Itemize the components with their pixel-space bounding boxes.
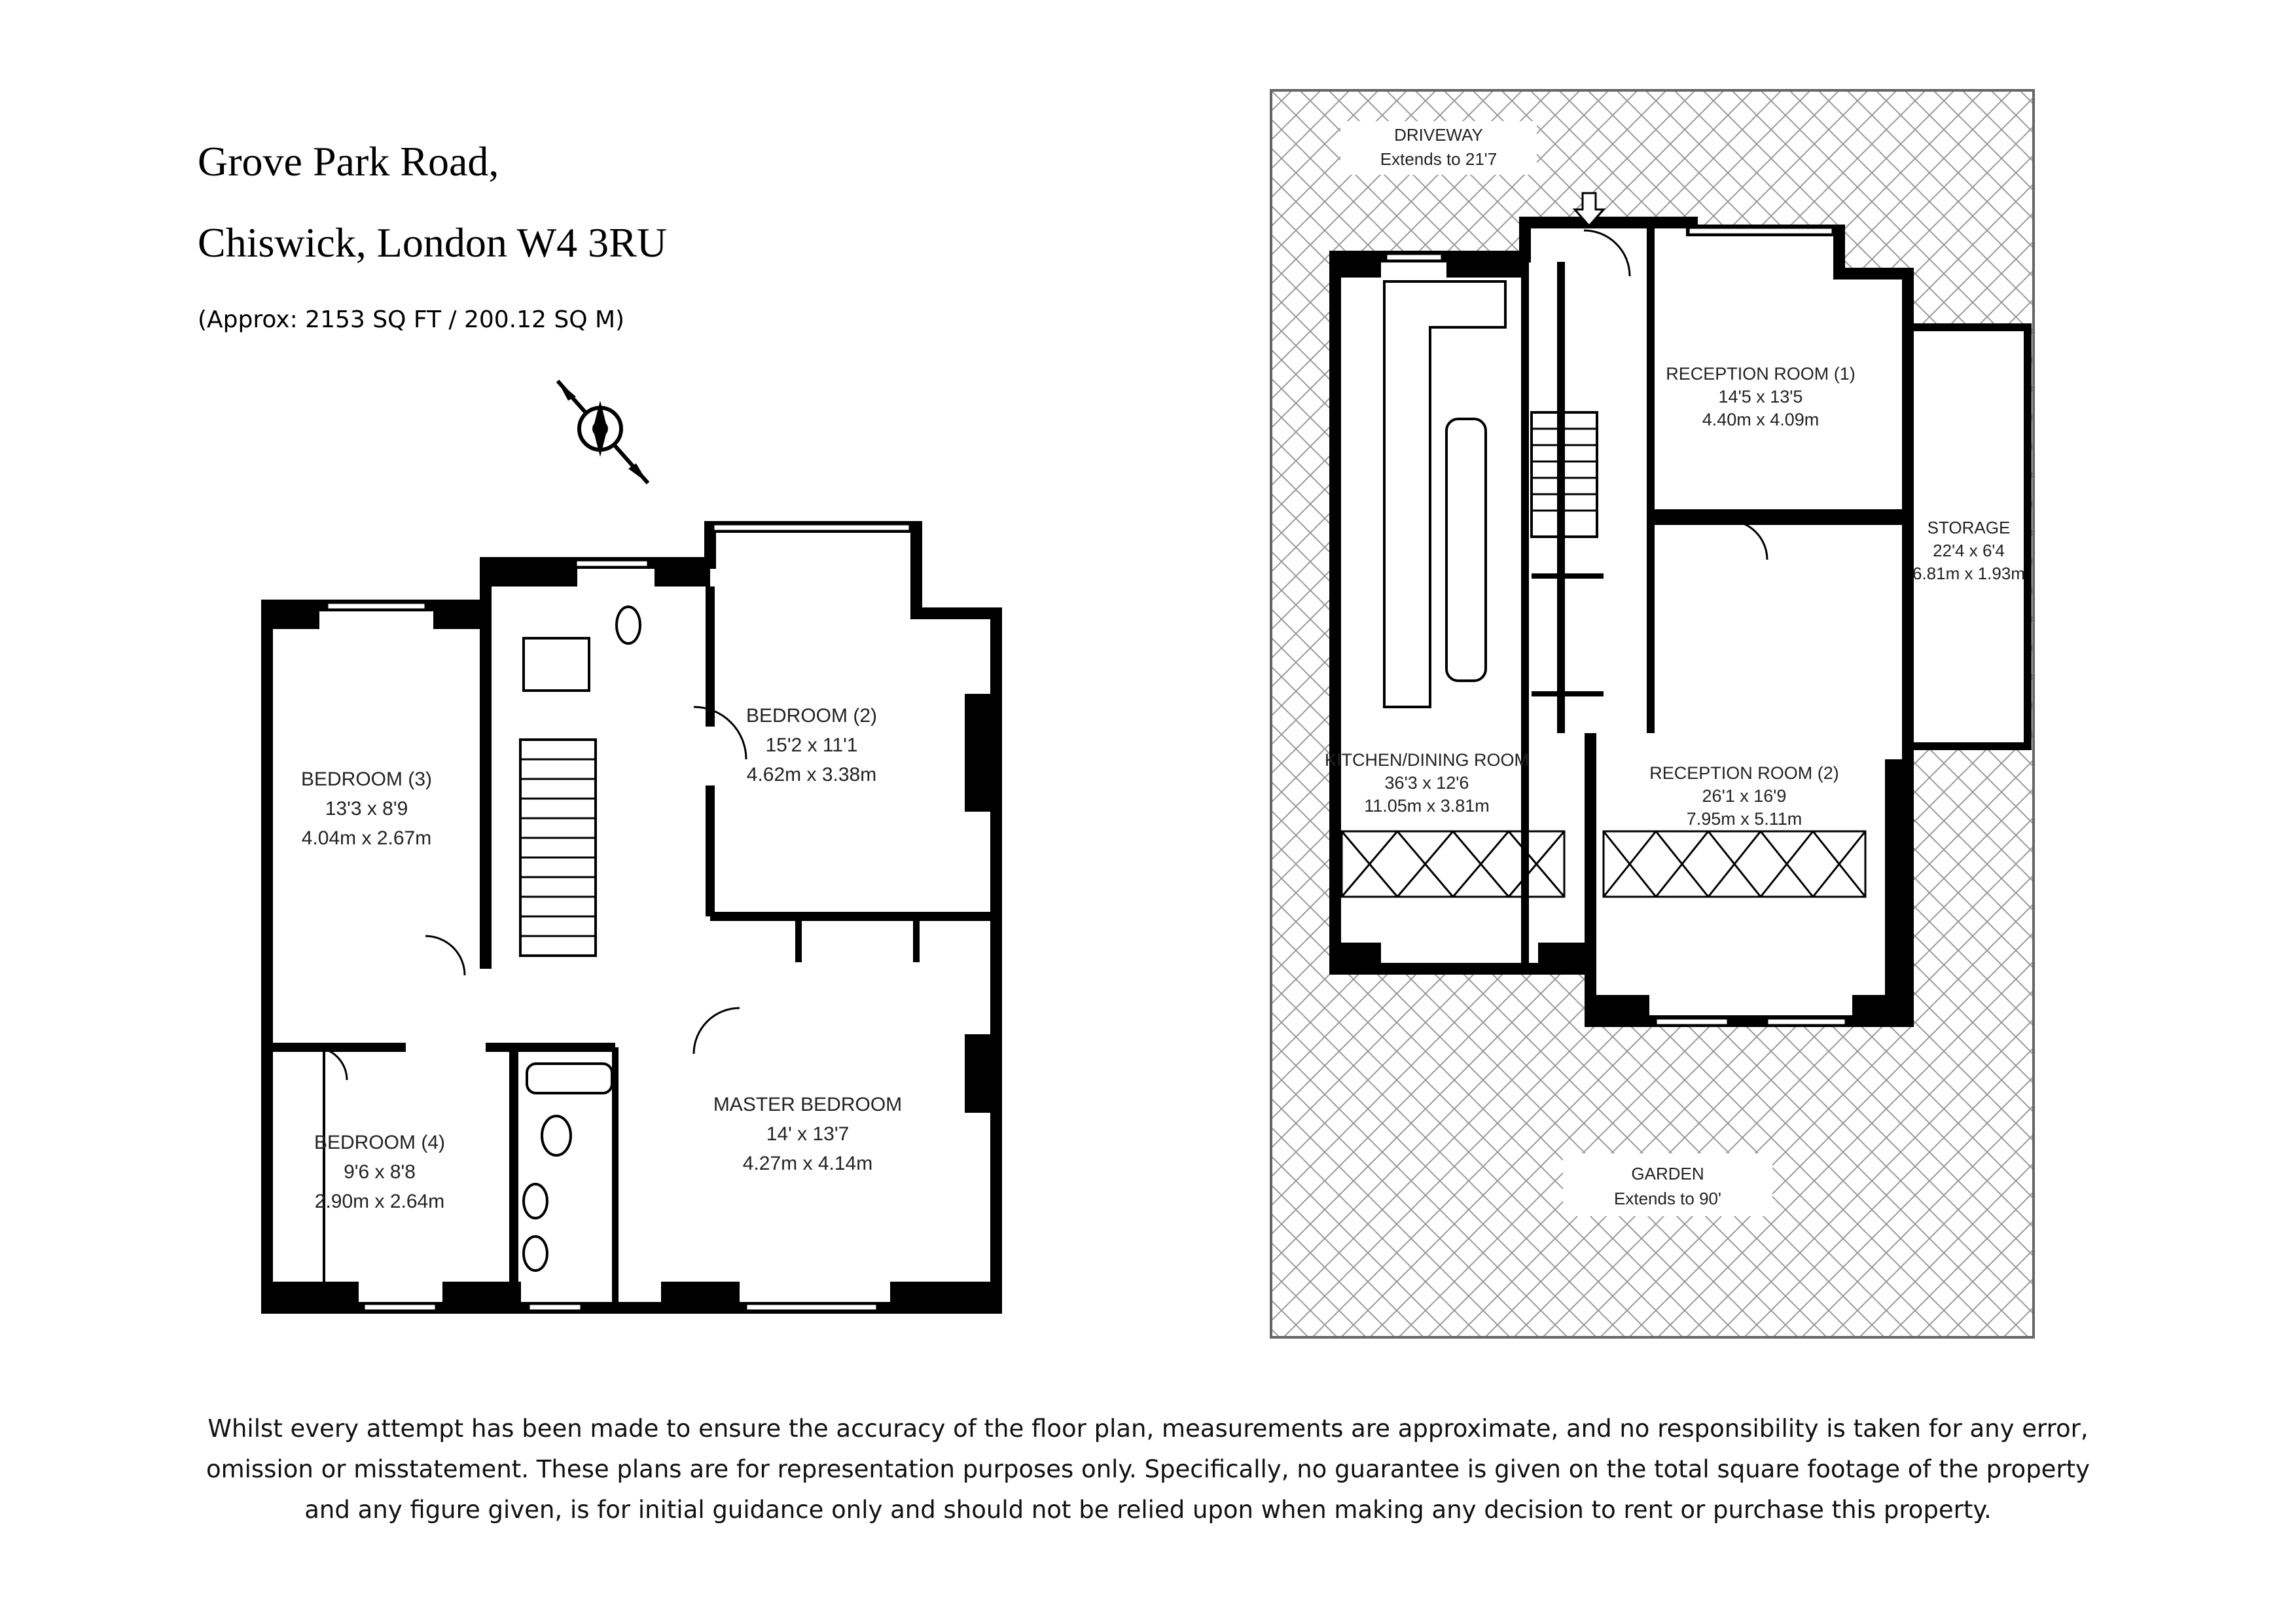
- disclaimer-line-3: and any figure given, is for initial guidance only and should not be relied upon when making any decision to rent or purchase this property.: [304, 1496, 1992, 1524]
- room-name: BEDROOM (4): [314, 1132, 446, 1153]
- room-name: STORAGE: [1927, 518, 2011, 537]
- room-metric: 11.05m x 3.81m: [1364, 796, 1490, 816]
- room-metric: 4.40m x 4.09m: [1702, 410, 1820, 429]
- room-metric: 4.04m x 2.67m: [301, 827, 432, 849]
- room-imperial: 14' x 13'7: [766, 1123, 850, 1145]
- room-metric: 7.95m x 5.11m: [1686, 809, 1803, 829]
- compass-icon: [558, 381, 648, 483]
- room-metric: 4.62m x 3.38m: [746, 764, 877, 785]
- room-name: BEDROOM (3): [300, 768, 433, 790]
- address-line-1: Grove Park Road,: [198, 138, 499, 185]
- room-name: KITCHEN/DINING ROOM: [1324, 750, 1530, 770]
- room-imperial: 36'3 x 12'6: [1384, 773, 1469, 793]
- room-label-bedroom-3: [301, 768, 432, 849]
- room-imperial: 26'1 x 16'9: [1702, 786, 1787, 806]
- disclaimer-line-1: Whilst every attempt has been made to ensure the accuracy of the floor plan, measurements are approximate, and no responsibility is taken for any error,: [207, 1415, 2089, 1443]
- room-label-master-bedroom: [713, 1094, 902, 1174]
- room-label-bedroom-2: [746, 705, 877, 785]
- room-imperial: 9'6 x 8'8: [344, 1161, 416, 1183]
- area-note: Extends to 90': [1614, 1189, 1721, 1208]
- room-label-bedroom-4: [314, 1132, 445, 1212]
- room-imperial: 14'5 x 13'5: [1718, 387, 1803, 406]
- room-imperial: 22'4 x 6'4: [1933, 541, 2005, 560]
- room-metric: 6.81m x 1.93m: [1912, 564, 2025, 583]
- room-imperial: 13'3 x 8'9: [325, 798, 408, 820]
- room-name: BEDROOM (2): [745, 705, 878, 727]
- area-note: Extends to 21'7: [1380, 149, 1498, 169]
- ground-floor-plan: [1271, 90, 2034, 1337]
- disclaimer-line-2: omission or misstatement. These plans are for representation purposes only. Specifically, no guarantee is given on the total square footage of the property: [206, 1455, 2090, 1483]
- total-area: (Approx: 2153 SQ FT / 200.12 SQ M): [198, 306, 625, 333]
- room-imperial: 15'2 x 11'1: [765, 734, 858, 756]
- address-line-2: Chiswick, London W4 3RU: [198, 219, 668, 266]
- room-metric: 4.27m x 4.14m: [742, 1153, 873, 1174]
- area-name: GARDEN: [1631, 1164, 1704, 1183]
- area-name: DRIVEWAY: [1394, 125, 1483, 145]
- room-metric: 2.90m x 2.64m: [314, 1191, 445, 1212]
- disclaimer: [157, 1409, 2139, 1530]
- room-name: RECEPTION ROOM (1): [1666, 364, 1856, 384]
- room-name: RECEPTION ROOM (2): [1649, 763, 1839, 783]
- room-name: MASTER BEDROOM: [713, 1094, 903, 1115]
